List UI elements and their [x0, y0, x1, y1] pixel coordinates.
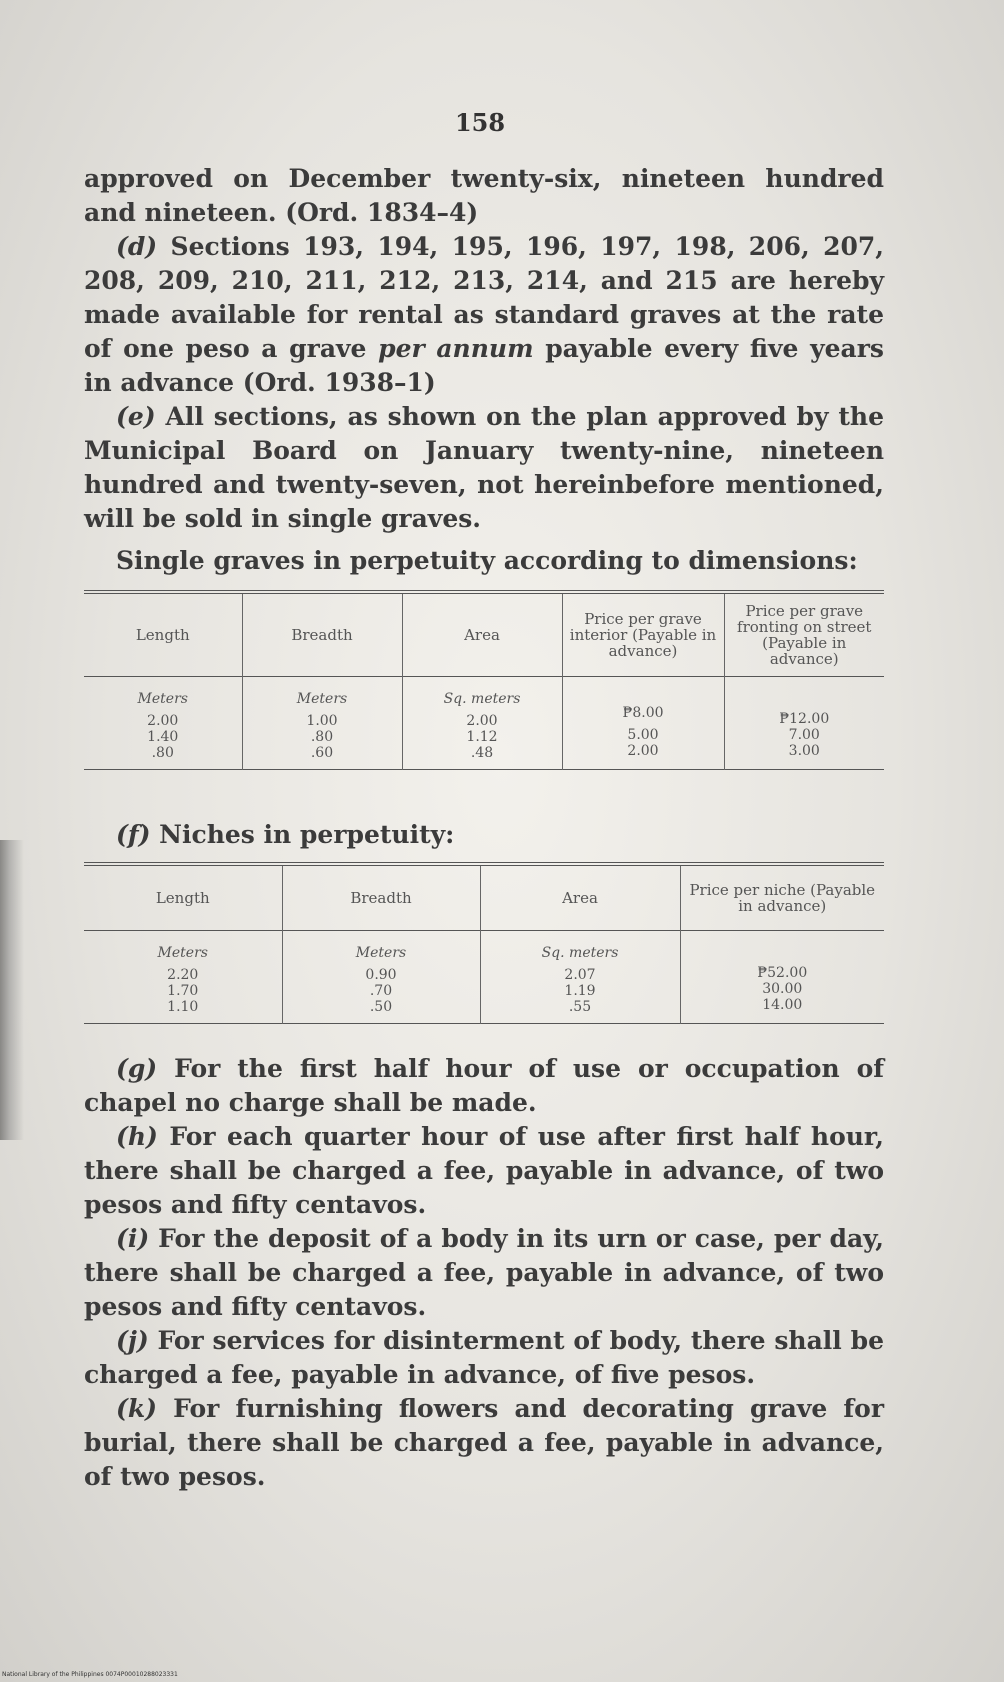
niches-caption: (f) Niches in perpetuity:	[116, 820, 455, 849]
page-number: 158	[454, 108, 506, 137]
paragraph-i: (i) For the deposit of a body in its urn or case, per day, there shall be charged a fee, payable in advance, of two pesos and fifty centavos.	[84, 1224, 884, 1321]
col-price-interior: Price per grave interior (Payable in advance)	[562, 592, 724, 677]
single-graves-caption: Single graves in perpetuity according to dimensions:	[116, 546, 858, 575]
price-interior-cell: ₱8.00 5.00 2.00	[562, 677, 724, 770]
upper-text	[84, 162, 884, 536]
area-cell: Sq. meters 2.00 1.12 .48	[402, 677, 562, 770]
price-street-cell: ₱12.00 7.00 3.00	[724, 677, 884, 770]
col-breadth: Breadth	[242, 592, 402, 677]
col-breadth: Breadth	[282, 864, 480, 931]
area-cell: Sq. meters 2.07 1.19 .55	[480, 931, 680, 1024]
length-cell: Meters 2.20 1.70 1.10	[157, 945, 208, 1015]
breadth-cell: Meters 0.90 .70 .50	[282, 931, 480, 1024]
col-length: Length	[155, 889, 210, 907]
archive-footer: National Library of the Philippines 0074P00010288023331	[2, 1671, 178, 1678]
table-row	[84, 931, 884, 1024]
col-length: Length	[135, 626, 190, 644]
col-area: Area	[402, 592, 562, 677]
paragraph-j: (j) For services for disinterment of body, there shall be charged a fee, payable in advance, of five pesos.	[84, 1326, 884, 1389]
lower-text	[84, 1052, 884, 1494]
table-row	[84, 677, 884, 770]
paragraph-k: (k) For furnishing flowers and decorating grave for burial, there shall be charged a fee, payable in advance, of two pesos.	[84, 1394, 884, 1491]
single-graves-table	[84, 590, 884, 770]
breadth-cell: Meters 1.00 .80 .60	[242, 677, 402, 770]
paragraph-h: (h) For each quarter hour of use after first half hour, there shall be charged a fee, payable in advance, of two pesos and fifty centavos.	[84, 1122, 884, 1219]
price-niche-cell: ₱52.00 30.00 14.00	[680, 931, 884, 1024]
paragraph-continuation: approved on December twenty-six, nineteen hundred and nineteen. (Ord. 1834–4)	[84, 164, 884, 227]
paragraph-g: (g) For the first half hour of use or occupation of chapel no charge shall be made.	[84, 1054, 884, 1117]
page-edge-shadow	[0, 840, 24, 1140]
paragraph-e: (e) All sections, as shown on the plan approved by the Municipal Board on January twenty-nine, nineteen hundred and twenty-seven, not hereinbefore mentioned, will be sold in single graves.	[84, 402, 884, 533]
paragraph-d: (d) Sections 193, 194, 195, 196, 197, 198, 206, 207, 208, 209, 210, 211, 212, 213, 214, and 215 are hereby made available for rental as standard graves at the rate of one peso a grave per annum payable every five years in advance (Ord. 1938–1)	[84, 232, 884, 397]
col-area: Area	[480, 864, 680, 931]
col-price-niche: Price per niche (Payable in advance)	[680, 864, 884, 931]
length-cell: Meters 2.00 1.40 .80	[137, 691, 188, 761]
col-price-street: Price per grave fronting on street (Payable in advance)	[724, 592, 884, 677]
niches-table	[84, 862, 884, 1024]
